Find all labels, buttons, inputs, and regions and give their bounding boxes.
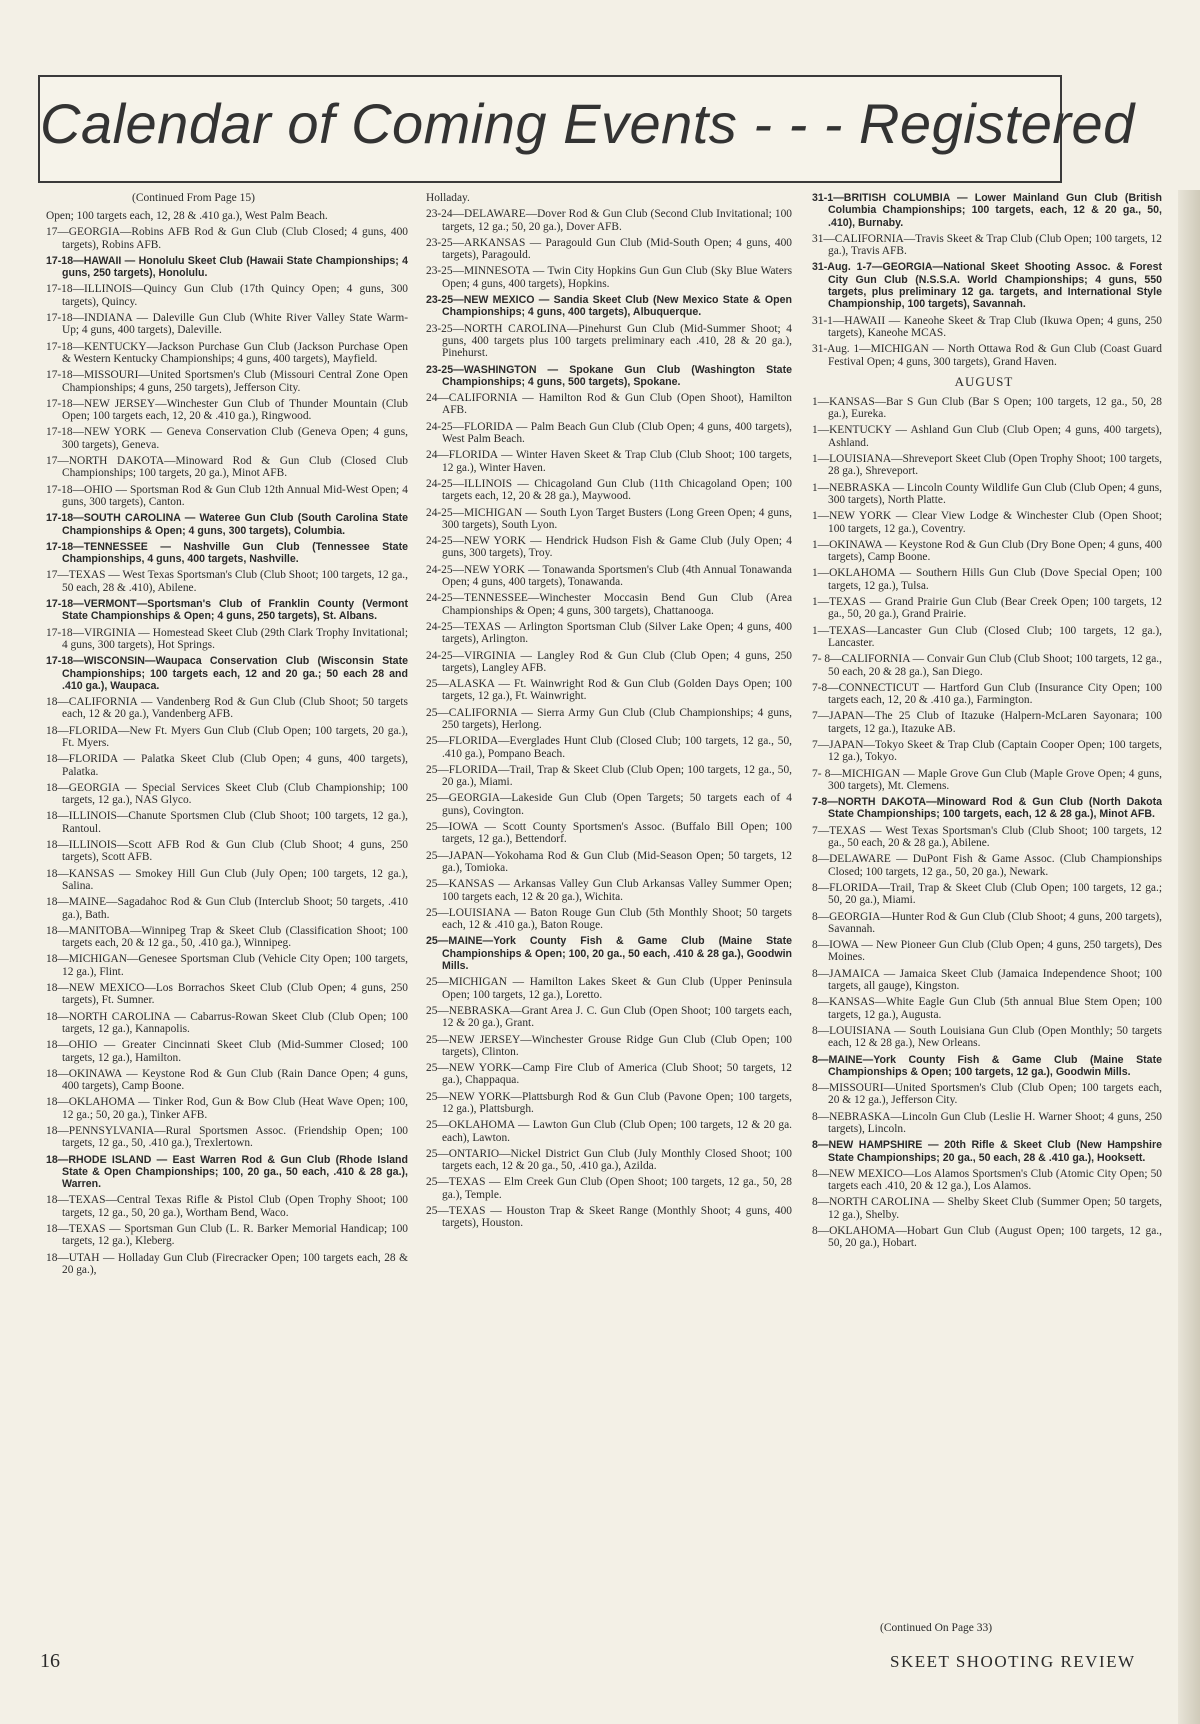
event-entry: 25—GEORGIA—Lakeside Gun Club (Open Targets; 50 targets each of 4 guns), Covington. bbox=[426, 792, 792, 817]
event-entry: 25—IOWA — Scott County Sportsmen's Assoc. (Buffalo Bill Open; 100 targets, 12 ga.), Bettendorf. bbox=[426, 821, 792, 846]
event-entry: 18—MICHIGAN—Genesee Sportsman Club (Vehicle City Open; 100 targets, 12 ga.), Flint. bbox=[46, 953, 408, 978]
column-3 bbox=[806, 192, 1162, 1654]
column-1 bbox=[40, 192, 408, 1654]
event-entry: 8—JAMAICA — Jamaica Skeet Club (Jamaica Independence Shoot; 100 targets, all gauge), Kingston. bbox=[812, 967, 1162, 993]
event-entry: 24-25—VIRGINIA — Langley Rod & Gun Club (Club Open; 4 guns, 250 targets), Langley AFB. bbox=[426, 649, 792, 674]
event-entry: 1—NEBRASKA — Lincoln County Wildlife Gun Club (Club Open; 4 guns, 300 targets), North Platte. bbox=[812, 481, 1162, 506]
event-entry: 8—MISSOURI—United Sportsmen's Club (Club Open; 100 targets each, 20 & 12 ga.), Jefferson City. bbox=[812, 1082, 1162, 1107]
event-entry: 1—OKINAWA — Keystone Rod & Gun Club (Dry Bone Open; 4 guns, 400 targets), Camp Boone. bbox=[812, 538, 1162, 564]
event-entry: 18—KANSAS — Smokey Hill Gun Club (July Open; 100 targets, 12 ga.), Salina. bbox=[46, 867, 408, 892]
event-entry: 7- 8—MICHIGAN — Maple Grove Gun Club (Maple Grove Open; 4 guns, 300 targets), Mt. Clemens. bbox=[812, 767, 1162, 792]
event-entry: 18—TEXAS—Central Texas Rifle & Pistol Club (Open Trophy Shoot; 100 targets, 12 ga., 50, 20 ga.), Wortham Bend, Waco. bbox=[46, 1194, 408, 1219]
event-entry: Open; 100 targets each, 12, 28 & .410 ga.), West Palm Beach. bbox=[46, 210, 328, 222]
event-entry: 24-25—ILLINOIS — Chicagoland Gun Club (11th Chicagoland Open; 100 targets each, 12, 20 & 28 ga.), Maywood. bbox=[426, 477, 792, 503]
event-entry: 8—FLORIDA—Trail, Trap & Skeet Club (Club Open; 100 targets, 12 ga.; 50, 20 ga.), Miami. bbox=[812, 881, 1162, 907]
event-entry: 25—MICHIGAN — Hamilton Lakes Skeet & Gun Club (Upper Peninsula Open; 100 targets, 12 ga.), Loretto. bbox=[426, 976, 792, 1001]
page-number: 16 bbox=[40, 1650, 60, 1672]
event-entry: 17-18—TENNESSEE — Nashville Gun Club (Tennessee State Championships, 4 guns, 400 targets, Nashville. bbox=[46, 540, 408, 566]
event-entry: 17-18—SOUTH CAROLINA — Wateree Gun Club (South Carolina State Championships & Open; 4 guns, 300 targets), Columbia. bbox=[46, 512, 408, 537]
event-entry: 25—KANSAS — Arkansas Valley Gun Club Arkansas Valley Summer Open; 100 targets each, 12 & 20 ga.), Wichita. bbox=[426, 878, 792, 903]
event-entry: 7- 8—CALIFORNIA — Convair Gun Club (Club Shoot; 100 targets, 12 ga., 50 each, 20 & 28 ga.), San Diego. bbox=[812, 653, 1162, 678]
event-entry: 8—IOWA — New Pioneer Gun Club (Club Open; 4 guns, 250 targets), Des Moines. bbox=[812, 939, 1162, 964]
event-entry: 31-Aug. 1-7—GEORGIA—National Skeet Shooting Assoc. & Forest City Gun Club (N.S.S.A. World Championships; 4 guns, 550 targets, plus preliminary 12 ga. targets, and International Style Championship, 100 targets), Savannah. bbox=[812, 261, 1162, 311]
event-entry: 17-18—VIRGINIA — Homestead Skeet Club (29th Clark Trophy Invitational; 4 guns, 300 targets), Hot Springs. bbox=[46, 626, 408, 651]
event-entry: 17—GEORGIA—Robins AFB Rod & Gun Club (Club Closed; 4 guns, 400 targets), Robins AFB. bbox=[46, 226, 408, 251]
event-entry: 25—FLORIDA—Trail, Trap & Skeet Club (Club Open; 100 targets, 12 ga., 50, 20 ga.), Miami. bbox=[426, 763, 792, 789]
event-entry: 17—TEXAS — West Texas Sportsman's Club (Club Shoot; 100 targets, 12 ga., 50 each, 28 & .410), Abilene. bbox=[46, 569, 408, 594]
event-entry: 25—TEXAS — Houston Trap & Skeet Range (Monthly Shoot; 4 guns, 400 targets), Houston. bbox=[426, 1205, 792, 1230]
event-entry: 1—TEXAS—Lancaster Gun Club (Closed Club; 100 targets, 12 ga.), Lancaster. bbox=[812, 624, 1162, 649]
page-edge bbox=[1178, 190, 1200, 1724]
event-entry: 24-25—NEW YORK — Hendrick Hudson Fish & Game Club (July Open; 4 guns, 300 targets), Troy. bbox=[426, 535, 792, 560]
event-entry: 18—ILLINOIS—Scott AFB Rod & Gun Club (Club Shoot; 4 guns, 250 targets), Scott AFB. bbox=[46, 839, 408, 864]
event-entry: 17-18—MISSOURI—United Sportsmen's Club (Missouri Central Zone Open Championships; 4 guns, 250 targets), Jefferson City. bbox=[46, 369, 408, 394]
event-entry: 1—KENTUCKY — Ashland Gun Club (Club Open; 4 guns, 400 targets), Ashland. bbox=[812, 424, 1162, 449]
event-entry: 24-25—NEW YORK — Tonawanda Sportsmen's Club (4th Annual Tonawanda Open; 4 guns, 400 targets), Tonawanda. bbox=[426, 563, 792, 589]
event-entry: 1—OKLAHOMA — Southern Hills Gun Club (Dove Special Open; 100 targets, 12 ga.), Tulsa. bbox=[812, 567, 1162, 592]
event-entry: 18—OKLAHOMA — Tinker Rod, Gun & Bow Club (Heat Wave Open; 100, 12 ga.; 50, 20 ga.), Tinker AFB. bbox=[46, 1096, 408, 1121]
event-entry: 8—KANSAS—White Eagle Gun Club (5th annual Blue Stem Open; 100 targets, 12 ga.), Augusta. bbox=[812, 996, 1162, 1021]
event-entry: 18—MANITOBA—Winnipeg Trap & Skeet Club (Classification Shoot; 100 targets each, 20 & 12 ga., 50, .410 ga.), Winnipeg. bbox=[46, 924, 408, 950]
event-entry: 25—MAINE—York County Fish & Game Club (Maine State Championships & Open; 100, 20 ga., 50 each, .410 & 28 ga.), Goodwin Mills. bbox=[426, 935, 792, 973]
event-entry: 18—OKINAWA — Keystone Rod & Gun Club (Rain Dance Open; 4 guns, 400 targets), Camp Boone. bbox=[46, 1067, 408, 1093]
event-entry: 23-25—ARKANSAS — Paragould Gun Club (Mid-South Open; 4 guns, 400 targets), Paragould. bbox=[426, 236, 792, 262]
event-entry: 1—KANSAS—Bar S Gun Club (Bar S Open; 100 targets, 12 ga., 50, 28 ga.), Eureka. bbox=[812, 395, 1162, 421]
event-entry: 1—TEXAS — Grand Prairie Gun Club (Bear Creek Open; 100 targets, 12 ga., 50, 20 ga.), Grand Prairie. bbox=[812, 596, 1162, 621]
event-entry: 17—NORTH DAKOTA—Minoward Rod & Gun Club (Closed Club Championships; 100 targets, 20 ga.), Minot AFB. bbox=[46, 455, 408, 480]
event-entry: Holladay. bbox=[426, 192, 470, 204]
column-2 bbox=[420, 192, 792, 1654]
event-entry: 8—NORTH CAROLINA — Shelby Skeet Club (Summer Open; 50 targets, 12 ga.), Shelby. bbox=[812, 1196, 1162, 1221]
event-entry: 18—RHODE ISLAND — East Warren Rod & Gun Club (Rhode Island State & Open Championships; 100, 20 ga., 50 each, .410 & 28 ga.), Warren. bbox=[46, 1153, 408, 1191]
event-entry: 31—CALIFORNIA—Travis Skeet & Trap Club (Club Open; 100 targets, 12 ga.), Travis AFB. bbox=[812, 232, 1162, 258]
event-entry: 25—FLORIDA—Everglades Hunt Club (Closed Club; 100 targets, 12 ga., 50, .410 ga.), Pompano Beach. bbox=[426, 735, 792, 760]
event-entry: 18—TEXAS — Sportsman Gun Club (L. R. Barker Memorial Handicap; 100 targets, 12 ga.), Kleberg. bbox=[46, 1223, 408, 1248]
event-entry: 18—NORTH CAROLINA — Cabarrus-Rowan Skeet Club (Club Open; 100 targets, 12 ga.), Kannapolis. bbox=[46, 1010, 408, 1035]
event-entry: 23-25—NORTH CAROLINA—Pinehurst Gun Club (Mid-Summer Shoot; 4 guns, 400 targets plus 100 targets preliminary each .410, 28 & 20 ga.), Pinehurst. bbox=[426, 322, 792, 360]
event-entry: 18—NEW MEXICO—Los Borrachos Skeet Club (Club Open; 4 guns, 250 targets), Ft. Sumner. bbox=[46, 982, 408, 1007]
event-entry: 18—MAINE—Sagadahoc Rod & Gun Club (Interclub Shoot; 50 targets, .410 ga.), Bath. bbox=[46, 896, 408, 921]
event-entry: 17-18—KENTUCKY—Jackson Purchase Gun Club (Jackson Purchase Open & Western Kentucky Championships; 4 guns, 400 targets), Mayfield. bbox=[46, 340, 408, 365]
event-entry: 18—ILLINOIS—Chanute Sportsmen Club (Club Shoot; 100 targets, 12 ga.), Rantoul. bbox=[46, 810, 408, 835]
event-entry: 18—FLORIDA — Palatka Skeet Club (Club Open; 4 guns, 400 targets), Palatka. bbox=[46, 753, 408, 778]
event-entry: 8—NEW MEXICO—Los Alamos Sportsmen's Club (Atomic City Open; 50 targets each .410, 20 & 12 ga.), Los Alamos. bbox=[812, 1167, 1162, 1193]
event-entry: 17-18—NEW YORK — Geneva Conservation Club (Geneva Open; 4 guns, 300 targets), Geneva. bbox=[46, 426, 408, 451]
event-entry: 18—PENNSYLVANIA—Rural Sportsmen Assoc. (Friendship Open; 100 targets, 12 ga., 50, .410 ga.), Trexlertown. bbox=[46, 1125, 408, 1150]
event-entry: 17-18—HAWAII — Honolulu Skeet Club (Hawaii State Championships; 4 guns, 250 targets), Honolulu. bbox=[46, 254, 408, 280]
event-entry: 25—NEW JERSEY—Winchester Grouse Ridge Gun Club (Club Open; 100 targets), Clinton. bbox=[426, 1033, 792, 1058]
event-entry: 7-8—NORTH DAKOTA—Minoward Rod & Gun Club (North Dakota State Championships; 100 targets, each, 12 & 28 ga.), Minot AFB. bbox=[812, 796, 1162, 821]
event-entry: 25—JAPAN—Yokohama Rod & Gun Club (Mid-Season Open; 50 targets, 12 ga.), Tomioka. bbox=[426, 849, 792, 874]
event-entry: 8—MAINE—York County Fish & Game Club (Maine State Championships & Open; 100 targets, 12 ga.), Goodwin Mills. bbox=[812, 1053, 1162, 1078]
event-entry: 31-1—BRITISH COLUMBIA — Lower Mainland Gun Club (British Columbia Championships; 100 targets, each, 12 & 20 ga., 50, .410), Burnaby. bbox=[812, 192, 1162, 229]
event-entry: 7—JAPAN—Tokyo Skeet & Trap Club (Captain Cooper Open; 100 targets, 12 ga.), Tokyo. bbox=[812, 738, 1162, 764]
title-banner bbox=[38, 75, 1135, 183]
event-entry: 17-18—INDIANA — Daleville Gun Club (White River Valley State Warm-Up; 4 guns, 400 targets), Daleville. bbox=[46, 312, 408, 337]
event-entry: 24-25—TEXAS — Arlington Sportsman Club (Silver Lake Open; 4 guns, 400 targets), Arlington. bbox=[426, 620, 792, 646]
event-entry: 17-18—VERMONT—Sportsman's Club of Franklin County (Vermont State Championships & Open; 4 guns, 250 targets), St. Albans. bbox=[46, 598, 408, 623]
event-entry: 8—DELAWARE — DuPont Fish & Game Assoc. (Club Championships Closed; 100 targets, 12 ga., 50, 20 ga.), Newark. bbox=[812, 853, 1162, 878]
event-entry: 18—CALIFORNIA — Vandenberg Rod & Gun Club (Club Shoot; 50 targets each, 12 & 20 ga.), Vandenberg AFB. bbox=[46, 696, 408, 721]
event-entry: 25—NEBRASKA—Grant Area J. C. Gun Club (Open Shoot; 100 targets each, 12 & 20 ga.), Grant. bbox=[426, 1004, 792, 1030]
event-entry: 24—FLORIDA — Winter Haven Skeet & Trap Club (Club Shoot; 100 targets, 12 ga.), Winter Haven. bbox=[426, 449, 792, 474]
event-entry: 7-8—CONNECTICUT — Hartford Gun Club (Insurance City Open; 100 targets each, 12, 20 & .410 ga.), Farmington. bbox=[812, 681, 1162, 707]
event-entry: 8—GEORGIA—Hunter Rod & Gun Club (Club Shoot; 4 guns, 200 targets), Savannah. bbox=[812, 910, 1162, 935]
continued-from-note: (Continued From Page 15) bbox=[132, 192, 255, 204]
month-heading: AUGUST bbox=[954, 373, 1014, 389]
event-entry: 31-1—HAWAII — Kaneohe Skeet & Trap Club (Ikuwa Open; 4 guns, 250 targets), Kaneohe MCAS. bbox=[812, 314, 1162, 339]
event-entry: 8—NEBRASKA—Lincoln Gun Club (Leslie H. Warner Shoot; 4 guns, 250 targets), Lincoln. bbox=[812, 1110, 1162, 1135]
event-entry: 31-Aug. 1—MICHIGAN — North Ottawa Rod & Gun Club (Coast Guard Festival Open; 4 guns, 300 targets), Grand Haven. bbox=[812, 343, 1162, 368]
event-entry: 8—OKLAHOMA—Hobart Gun Club (August Open; 100 targets, 12 ga., 50, 20 ga.), Hobart. bbox=[812, 1225, 1162, 1250]
event-entry: 17-18—OHIO — Sportsman Rod & Gun Club 12th Annual Mid-West Open; 4 guns, 300 targets), Canton. bbox=[46, 483, 408, 508]
event-entry: 24-25—FLORIDA — Palm Beach Gun Club (Club Open; 4 guns, 400 targets), West Palm Beach. bbox=[426, 420, 792, 446]
event-entry: 24-25—TENNESSEE—Winchester Moccasin Bend Gun Club (Area Championships & Open; 4 guns, 300 targets), Chattanooga. bbox=[426, 592, 792, 617]
event-entry: 18—GEORGIA — Special Services Skeet Club (Club Championship; 100 targets, 12 ga.), NAS Glyco. bbox=[46, 781, 408, 807]
event-entry: 17-18—ILLINOIS—Quincy Gun Club (17th Quincy Open; 4 guns, 300 targets), Quincy. bbox=[46, 283, 408, 308]
event-entry: 18—OHIO — Greater Cincinnati Skeet Club (Mid-Summer Closed; 100 targets, 12 ga.), Hamilton. bbox=[46, 1039, 408, 1064]
continued-on-note: (Continued On Page 33) bbox=[880, 1622, 993, 1634]
event-entry: 7—TEXAS — West Texas Sportsman's Club (Club Shoot; 100 targets, 12 ga., 50 each, 20 & 28 ga.), Abilene. bbox=[812, 824, 1162, 850]
event-entry: 8—LOUISIANA — South Louisiana Gun Club (Open Monthly; 50 targets each, 12 & 28 ga.), New Orleans. bbox=[812, 1024, 1162, 1050]
event-entry: 25—ALASKA — Ft. Wainwright Rod & Gun Club (Golden Days Open; 100 targets, 12 ga.), Ft. Wainwright. bbox=[426, 678, 792, 703]
event-entry: 17-18—WISCONSIN—Waupaca Conservation Club (Wisconsin State Championships; 100 targets each, 12 and 20 ga.; 50 each 28 and .410 ga.), Waupaca. bbox=[46, 655, 408, 692]
event-entry: 23-25—MINNESOTA — Twin City Hopkins Gun Gun Club (Sky Blue Waters Open; 4 guns, 400 targets), Hopkins. bbox=[426, 265, 792, 290]
event-entry: 1—LOUISIANA—Shreveport Skeet Club (Open Trophy Shoot; 100 targets, 28 ga.), Shreveport. bbox=[812, 453, 1162, 478]
event-entry: 25—NEW YORK—Plattsburgh Rod & Gun Club (Pavone Open; 100 targets, 12 ga.), Plattsburgh. bbox=[426, 1090, 792, 1115]
event-entry: 18—FLORIDA—New Ft. Myers Gun Club (Club Open; 100 targets, 20 ga.), Ft. Myers. bbox=[46, 724, 408, 749]
event-entry: 23-25—NEW MEXICO — Sandia Skeet Club (New Mexico State & Open Championships; 4 guns, 400 targets), Albuquerque. bbox=[426, 294, 792, 319]
event-entry: 25—CALIFORNIA — Sierra Army Gun Club (Club Championships; 4 guns, 250 targets), Herlong. bbox=[426, 706, 792, 731]
event-entry: 25—OKLAHOMA — Lawton Gun Club (Club Open; 100 targets, 12 & 20 ga. each), Lawton. bbox=[426, 1119, 792, 1144]
event-entry: 25—LOUISIANA — Baton Rouge Gun Club (5th Monthly Shoot; 50 targets each, 12 & .410 ga.), Baton Rouge. bbox=[426, 906, 792, 932]
event-entry: 1—NEW YORK — Clear View Lodge & Winchester Club (Open Shoot; 100 targets, 12 ga.), Coventry. bbox=[812, 510, 1162, 535]
event-entry: 8—NEW HAMPSHIRE — 20th Rifle & Skeet Club (New Hampshire State Championships; 20 ga., 50 each, 28 & .410 ga.), Hooksett. bbox=[812, 1139, 1162, 1164]
event-entry: 25—TEXAS — Elm Creek Gun Club (Open Shoot; 100 targets, 12 ga., 50, 28 ga.), Temple. bbox=[426, 1176, 792, 1201]
event-entry: 17-18—NEW JERSEY—Winchester Gun Club of Thunder Mountain (Club Open; 100 targets each, 12, 20 & .410 ga.), Ringwood. bbox=[46, 397, 408, 423]
magazine-name: SKEET SHOOTING REVIEW bbox=[890, 1652, 1136, 1671]
event-entry: 25—NEW YORK—Camp Fire Club of America (Club Shoot; 50 targets, 12 ga.), Chappaqua. bbox=[426, 1062, 792, 1087]
event-entry: 24—CALIFORNIA — Hamilton Rod & Gun Club (Open Shoot), Hamilton AFB. bbox=[426, 392, 792, 417]
event-entry: 7—JAPAN—The 25 Club of Itazuke (Halpern-McLaren Sayonara; 100 targets, 12 ga.), Itazuke AB. bbox=[812, 710, 1162, 735]
event-entry: 23-25—WASHINGTON — Spokane Gun Club (Washington State Championships; 4 guns, 500 targets), Spokane. bbox=[426, 363, 792, 388]
page-title: Calendar of Coming Events - - - Registered bbox=[40, 92, 1135, 155]
event-entry: 25—ONTARIO—Nickel District Gun Club (July Monthly Closed Shoot; 100 targets each, 12 & 20 ga., 50, .410 ga.), Azilda. bbox=[426, 1147, 792, 1173]
event-entry: 24-25—MICHIGAN — South Lyon Target Busters (Long Green Open; 4 guns, 300 targets), South Lyon. bbox=[426, 506, 792, 531]
event-entry: 23-24—DELAWARE—Dover Rod & Gun Club (Second Club Invitational; 100 targets, 12 ga.; 50, 20 ga.), Dover AFB. bbox=[426, 208, 792, 233]
event-entry: 18—UTAH — Holladay Gun Club (Firecracker Open; 100 targets each, 28 & 20 ga.), bbox=[46, 1251, 408, 1276]
